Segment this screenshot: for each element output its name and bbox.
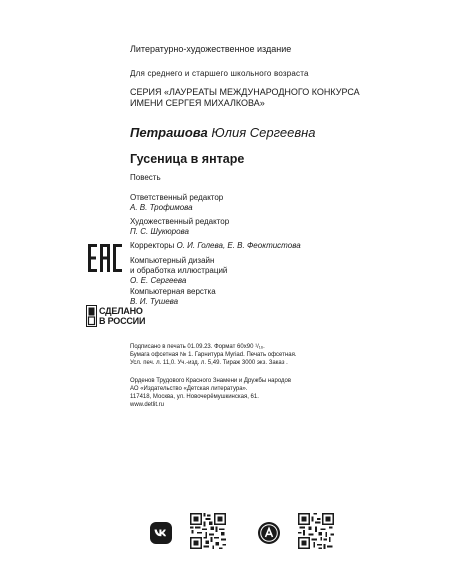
credit-chief-editor — [130, 193, 223, 213]
qr-code-icon[interactable] — [190, 513, 226, 549]
author-given-names: Юлия Сергеевна — [211, 125, 316, 140]
credit-proofreaders — [130, 241, 301, 251]
credit-person: А. В. Трофимова — [130, 203, 193, 212]
credit-role-cont: и обработка иллюстраций — [130, 266, 228, 275]
publisher-orders: Орденов Трудового Красного Знамени и Дружбы народов — [130, 378, 292, 384]
book-genre: Повесть — [130, 173, 161, 182]
credit-person: О. Е. Сергеева — [130, 276, 187, 285]
eac-mark-icon — [88, 244, 122, 272]
book-title: Гусеница в янтаре — [130, 152, 245, 166]
made-in-line-1: СДЕЛАНО — [99, 306, 143, 316]
qr-code-icon[interactable] — [298, 513, 334, 549]
publisher-info — [130, 377, 291, 409]
detlit-logo-icon[interactable] — [258, 522, 280, 544]
made-in-russia-mark — [86, 305, 150, 327]
publisher-address: 117418, Москва, ул. Новочерёмушкинская, 61. — [130, 394, 259, 400]
credit-role: Компьютерный дизайн — [130, 256, 215, 265]
print-details — [130, 343, 297, 367]
credit-design — [130, 256, 227, 286]
publisher-name: АО «Издательство «Детская литература». — [130, 386, 248, 392]
edition-type: Литературно-художественное издание — [130, 44, 292, 54]
print-signed: Подписано в печать 01.09.23. Формат 60x90 ¹/₁₆. — [130, 344, 265, 350]
credit-art-editor — [130, 217, 229, 237]
publisher-website[interactable]: www.detlit.ru — [130, 402, 165, 408]
author-name — [130, 125, 316, 140]
author-surname: Петрашова — [130, 125, 208, 140]
print-paper: Бумага офсетная № 1. Гарнитура Myriad. Печать офсетная. — [130, 352, 297, 358]
credit-person: О. И. Голева, Е. В. Феоктистова — [176, 241, 301, 250]
credit-person: В. И. Тушева — [130, 297, 179, 306]
credit-role: Корректоры — [130, 241, 175, 250]
series-line-1: СЕРИЯ «ЛАУРЕАТЫ МЕЖДУНАРОДНОГО КОНКУРСА — [130, 87, 360, 97]
credit-role: Ответственный редактор — [130, 193, 224, 202]
credit-role: Компьютерная верстка — [130, 287, 216, 296]
credit-person: П. С. Шукюрова — [130, 227, 189, 236]
made-in-line-2: В РОССИИ — [99, 316, 146, 326]
series-line-2: ИМЕНИ СЕРГЕЯ МИХАЛКОВА» — [130, 98, 265, 108]
print-volume: Усл. печ. л. 11,0. Уч.-изд. л. 5,49. Тираж 3000 экз. Заказ . — [130, 360, 288, 366]
credit-layout — [130, 287, 216, 307]
age-audience: Для среднего и старшего школьного возраста — [130, 69, 309, 78]
credit-role: Художественный редактор — [130, 217, 230, 226]
vk-logo-icon[interactable] — [150, 522, 172, 544]
